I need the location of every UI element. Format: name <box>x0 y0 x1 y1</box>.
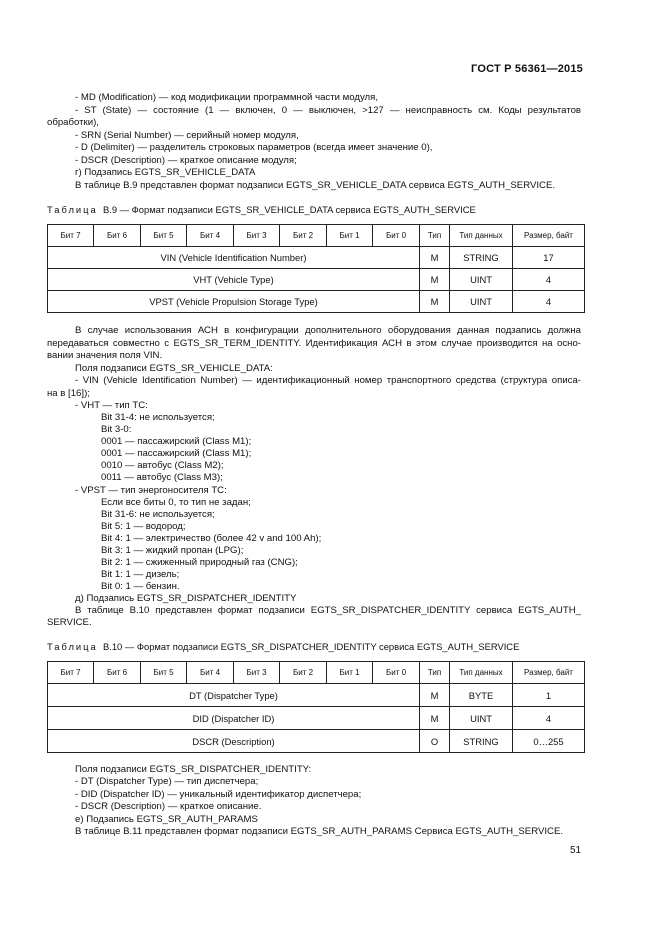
text-line: Bit 3-0: <box>101 424 132 435</box>
header-cell: Бит 2 <box>280 662 327 684</box>
text-line: передаваться совместно с EGTS_SR_TERM_IDENTITY. Идентификация АСН в этом случае производится на осно- <box>47 338 581 349</box>
text-line: - VIN (Vehicle Identification Number) — идентификационный номер транспортного средства (структура описа- <box>75 375 581 386</box>
field-cell: DID (Dispatcher ID) <box>48 707 420 730</box>
text-line: Bit 3: 1 — жидкий пропан (LPG); <box>101 545 244 556</box>
size-cell: 4 <box>513 707 585 730</box>
text-line: г) Подзапись EGTS_SR_VEHICLE_DATA <box>75 167 256 178</box>
text-line: - DSCR (Description) — краткое описание. <box>75 801 262 812</box>
page-number: 51 <box>570 845 582 856</box>
header-cell: Бит 0 <box>373 662 420 684</box>
header-cell: Бит 4 <box>187 662 234 684</box>
text-line: Bit 0: 1 — бензин. <box>101 581 180 592</box>
dtype-cell: UINT <box>450 291 513 313</box>
document-header: ГОСТ Р 56361—2015 <box>471 63 583 75</box>
header-cell: Бит 0 <box>373 225 420 247</box>
header-cell: Бит 7 <box>48 662 94 684</box>
text-line: Bit 2: 1 — сжиженный природный газ (CNG); <box>101 557 298 568</box>
field-cell: VHT (Vehicle Type) <box>48 269 420 291</box>
header-cell: Бит 4 <box>187 225 234 247</box>
type-cell: M <box>420 247 450 269</box>
text-line: - VHT — тип ТС: <box>75 400 148 411</box>
field-cell: DSCR (Description) <box>48 730 420 753</box>
text-line: - MD (Modification) — код модификации программной части модуля, <box>75 92 378 103</box>
table-row <box>48 707 585 730</box>
size-cell: 4 <box>513 291 585 313</box>
size-cell: 17 <box>513 247 585 269</box>
table-b10 <box>47 661 585 753</box>
dtype-cell: UINT <box>450 707 513 730</box>
table-header-row <box>48 662 585 684</box>
header-cell: Бит 3 <box>234 662 280 684</box>
text-line: - D (Delimiter) — разделитель строковых параметров (всегда имеет значение 0), <box>75 142 433 153</box>
text-line: Если все биты 0, то тип не задан; <box>101 497 251 508</box>
text-line: SERVICE. <box>47 617 92 628</box>
table-row <box>48 269 585 291</box>
header-cell: Бит 5 <box>141 662 187 684</box>
caption-prefix: Таблица <box>47 641 98 652</box>
caption-prefix: Таблица <box>47 204 98 215</box>
text-line: 0010 — автобус (Class M2); <box>101 460 224 471</box>
text-line: Bit 31-6: не используется; <box>101 509 215 520</box>
text-line: Bit 1: 1 — дизель; <box>101 569 180 580</box>
header-cell: Бит 5 <box>141 225 187 247</box>
table-caption <box>47 641 519 652</box>
header-cell: Размер, байт <box>513 662 585 684</box>
header-cell: Бит 7 <box>48 225 94 247</box>
text-line: 0001 — пассажирский (Class M1); <box>101 448 252 459</box>
text-line: Bit 31-4: не используется; <box>101 412 215 423</box>
header-cell: Бит 6 <box>94 225 141 247</box>
type-cell: M <box>420 269 450 291</box>
text-line: - DT (Dispatcher Type) — тип диспетчера; <box>75 776 259 787</box>
text-line: - DID (Dispatcher ID) — уникальный идентификатор диспетчера; <box>75 789 362 800</box>
field-cell: VPST (Vehicle Propulsion Storage Type) <box>48 291 420 313</box>
table-b9 <box>47 224 585 313</box>
header-cell: Бит 1 <box>327 225 373 247</box>
header-cell: Размер, байт <box>513 225 585 247</box>
type-cell: M <box>420 707 450 730</box>
dtype-cell: UINT <box>450 269 513 291</box>
type-cell: O <box>420 730 450 753</box>
header-cell: Тип <box>420 225 450 247</box>
field-cell: DT (Dispatcher Type) <box>48 684 420 707</box>
text-line: вании значения поля VIN. <box>47 350 163 361</box>
text-line: д) Подзапись EGTS_SR_DISPATCHER_IDENTITY <box>75 593 297 604</box>
text-line: - VPST — тип энергоносителя ТС: <box>75 485 227 496</box>
table-row <box>48 291 585 313</box>
text-line: В таблице В.11 представлен формат подзаписи EGTS_SR_AUTH_PARAMS Сервиса EGTS_AUTH_SERVICE. <box>75 826 564 837</box>
text-line: - SRN (Serial Number) — серийный номер модуля, <box>75 130 299 141</box>
text-line: е) Подзапись EGTS_SR_AUTH_PARAMS <box>75 814 258 825</box>
caption-text: В.10 — Формат подзаписи EGTS_SR_DISPATCHER_IDENTITY сервиса EGTS_AUTH_SERVICE <box>102 641 520 652</box>
dtype-cell: STRING <box>450 247 513 269</box>
text-line: В таблице В.10 представлен формат подзаписи EGTS_SR_DISPATCHER_IDENTITY сервиса EGTS_AUTH_ <box>75 605 581 616</box>
header-cell: Тип данных <box>450 662 513 684</box>
text-line: - DSCR (Description) — краткое описание модуля; <box>75 155 297 166</box>
dtype-cell: BYTE <box>450 684 513 707</box>
header-cell: Бит 1 <box>327 662 373 684</box>
text-line: - ST (State) — состояние (1 — включен, 0 — выключен, >127 — неисправность см. Коды результатов <box>75 105 581 116</box>
header-cell: Бит 2 <box>280 225 327 247</box>
text-line: обработки), <box>47 117 99 128</box>
text-line: В случае использования АСН в конфигурации дополнительного оборудования данная подзапись должна <box>75 325 581 336</box>
caption-text: В.9 — Формат подзаписи EGTS_SR_VEHICLE_DATA сервиса EGTS_AUTH_SERVICE <box>102 204 476 215</box>
type-cell: M <box>420 291 450 313</box>
size-cell: 4 <box>513 269 585 291</box>
text-line: Поля подзаписи EGTS_SR_VEHICLE_DATA: <box>75 363 273 374</box>
text-line: на в [16]); <box>47 388 90 399</box>
size-cell: 0…255 <box>513 730 585 753</box>
type-cell: M <box>420 684 450 707</box>
text-line: Bit 5: 1 — водород; <box>101 521 186 532</box>
text-line: Поля подзаписи EGTS_SR_DISPATCHER_IDENTITY: <box>75 764 312 775</box>
text-line: 0011 — автобус (Class M3); <box>101 472 223 483</box>
table-caption <box>47 204 476 215</box>
header-cell: Бит 3 <box>234 225 280 247</box>
text-line: В таблице В.9 представлен формат подзаписи EGTS_SR_VEHICLE_DATA сервиса EGTS_AUTH_SERVICE. <box>75 180 556 191</box>
table-row <box>48 730 585 753</box>
table-row <box>48 247 585 269</box>
header-cell: Тип <box>420 662 450 684</box>
header-cell: Бит 6 <box>94 662 141 684</box>
size-cell: 1 <box>513 684 585 707</box>
header-cell: Тип данных <box>450 225 513 247</box>
field-cell: VIN (Vehicle Identification Number) <box>48 247 420 269</box>
dtype-cell: STRING <box>450 730 513 753</box>
text-line: 0001 — пассажирский (Class M1); <box>101 436 252 447</box>
text-line: Bit 4: 1 — электричество (более 42 v and 100 Ah); <box>101 533 322 544</box>
table-row <box>48 684 585 707</box>
table-header-row <box>48 225 585 247</box>
